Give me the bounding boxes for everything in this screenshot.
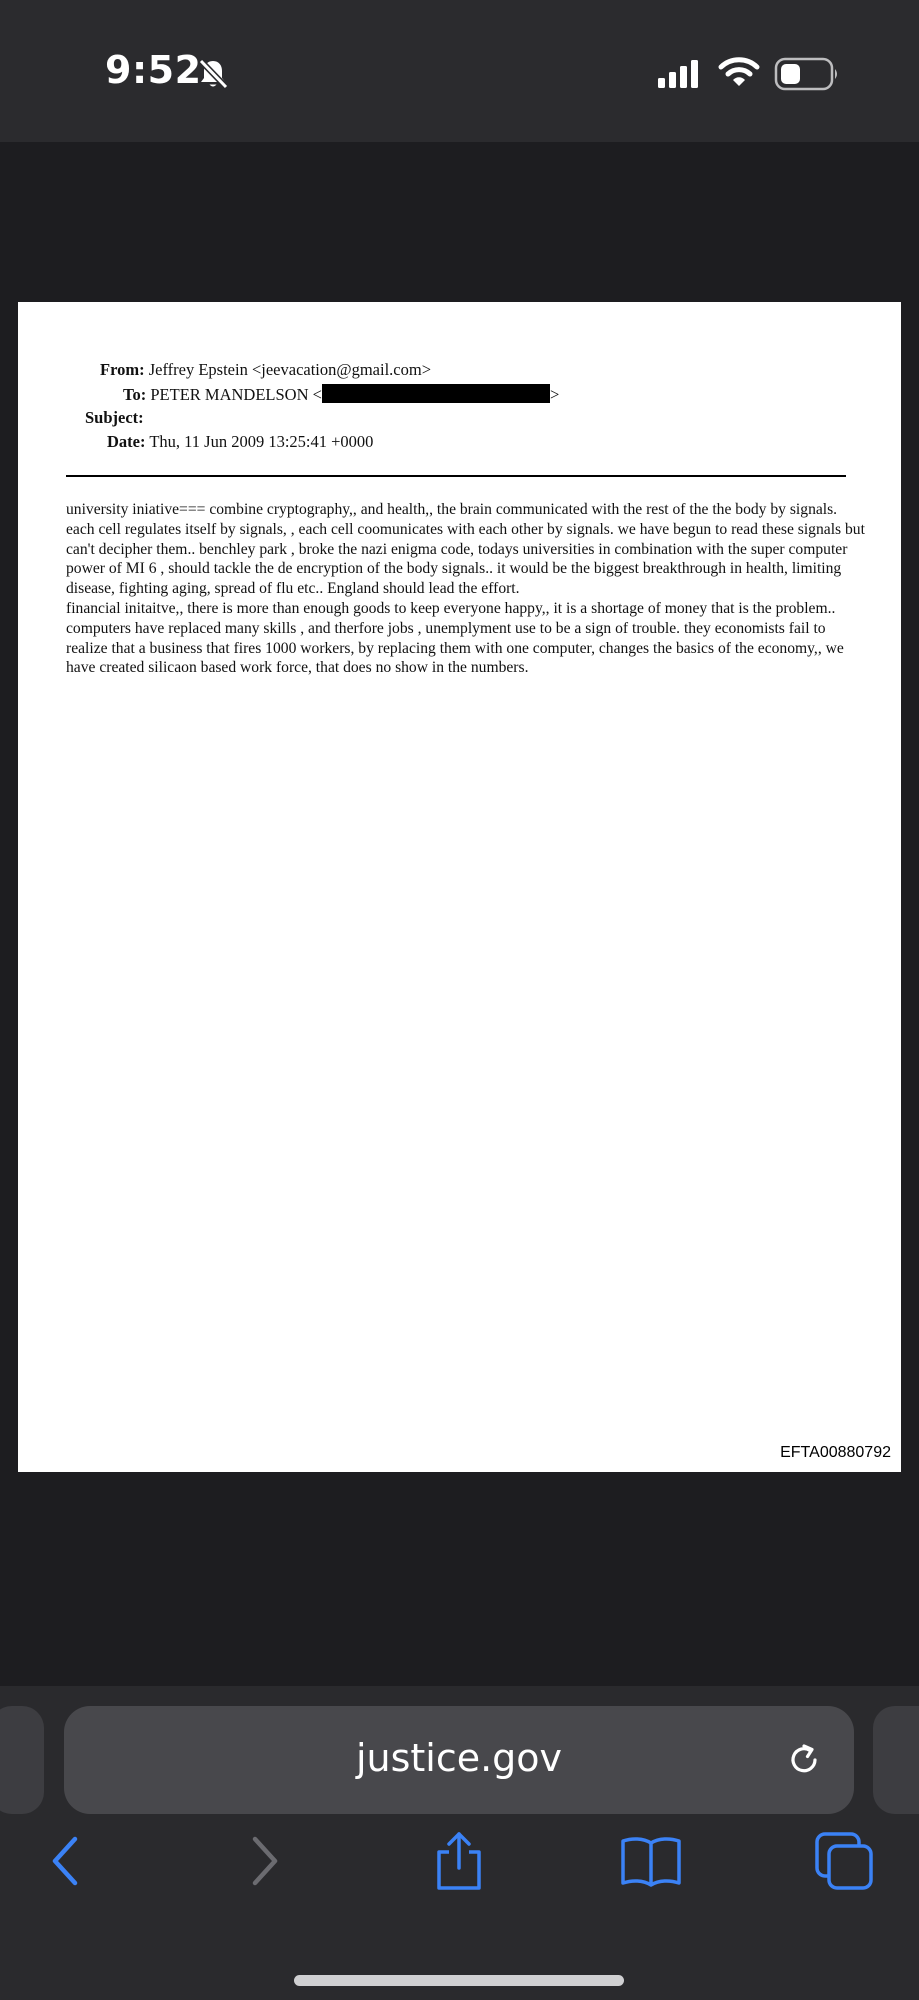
- date-line: [107, 432, 373, 452]
- wifi-icon: [718, 55, 760, 89]
- from-line: [100, 360, 431, 380]
- body-paragraph: financial initaitve,, there is more than enough goods to keep everyone happy,, it is a shortage of money that is the problem.. computers have replaced many skills , and therfore jobs , unemplyment use to be a sign of trouble. they economists fail to realize that a business that fires 1000 workers, by replacing them with one computer, changes the basics of the economy,, we have created silicaon based work force, that does no show in the numbers.: [66, 599, 844, 677]
- forward-icon[interactable]: [245, 1833, 285, 1889]
- bookmarks-button[interactable]: [616, 1826, 686, 1896]
- next-tab-peek[interactable]: [873, 1706, 919, 1814]
- document-id: EFTA00880792: [780, 1444, 891, 1461]
- to-close: >: [549, 385, 560, 404]
- to-line: [123, 384, 559, 405]
- cellular-signal-icon: [656, 58, 702, 90]
- tabs-button[interactable]: [810, 1826, 880, 1896]
- back-icon[interactable]: [45, 1833, 85, 1889]
- forward-button[interactable]: [230, 1826, 300, 1896]
- body-paragraph: university iniative=== combine cryptography,, and health,, the brain communicated with the rest of the the body by signals. each cell regulates itself by signals, , each cell coomunicates with each other by signals. we have begun to read these signals but can't decipher them.. benchley park , broke the nazi enigma code, todays universities in combination with the super computer power of MI 6 , should tackle the de encryption of the body signals.. it would be the biggest breakthrough in health, limiting disease, fighting aging, spread of flu etc.. England should lead the effort.: [66, 501, 865, 598]
- address-bar[interactable]: [64, 1706, 854, 1814]
- status-time: 9:52: [105, 48, 202, 92]
- share-button[interactable]: [424, 1826, 494, 1896]
- reload-icon[interactable]: [784, 1740, 824, 1780]
- to-value: PETER MANDELSON <: [150, 385, 322, 404]
- pdf-page: [18, 302, 901, 1472]
- home-indicator[interactable]: [294, 1975, 624, 1986]
- date-value: Thu, 11 Jun 2009 13:25:41 +0000: [149, 432, 374, 451]
- email-body: [66, 500, 866, 678]
- from-value: Jeffrey Epstein <jeevacation@gmail.com>: [148, 360, 431, 379]
- header-divider: [66, 475, 846, 477]
- bookmarks-icon[interactable]: [618, 1833, 684, 1889]
- browser-toolbar: [0, 1826, 919, 1916]
- share-icon[interactable]: [431, 1830, 487, 1892]
- to-label: To:: [123, 385, 147, 404]
- subject-line: [85, 408, 144, 428]
- redaction-bar: [322, 384, 550, 403]
- subject-label: Subject:: [85, 408, 144, 427]
- previous-tab-peek[interactable]: [0, 1706, 44, 1814]
- date-label: Date:: [107, 432, 146, 451]
- back-button[interactable]: [30, 1826, 100, 1896]
- bell-slash-icon: [195, 56, 231, 92]
- url-text[interactable]: justice.gov: [355, 1736, 563, 1780]
- battery-icon: [774, 57, 840, 91]
- tabs-icon[interactable]: [813, 1830, 877, 1892]
- status-bar: [0, 0, 919, 142]
- document-viewer[interactable]: [0, 142, 919, 1686]
- from-label: From:: [100, 360, 145, 379]
- browser-bottom-bar: [0, 1686, 919, 2000]
